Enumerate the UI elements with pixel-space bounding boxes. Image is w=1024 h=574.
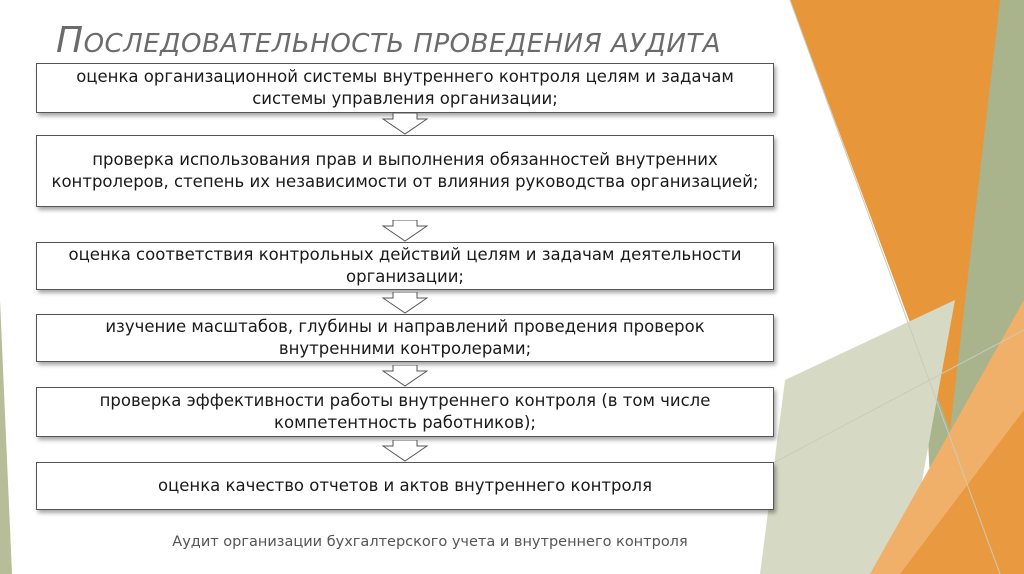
down-arrow-icon [382, 113, 428, 135]
step-3-box: оценка соответствия контрольных действий целям и задачам деятельности организации; [36, 242, 774, 290]
step-1-box: оценка организационной системы внутреннего контроля целям и задачам системы управления организации; [36, 63, 774, 113]
slide-footer: Аудит организации бухгалтерского учета и внутреннего контроля [172, 534, 688, 550]
slide-title [56, 20, 721, 61]
title-first-letter: П [56, 20, 84, 61]
down-arrow-icon [382, 365, 428, 387]
down-arrow-icon [382, 292, 428, 314]
down-arrow-icon [382, 220, 428, 242]
step-5-box: проверка эффективности работы внутреннего контроля (в том числе компетентность работников); [36, 387, 774, 437]
deco-left-strip [0, 300, 12, 574]
down-arrow-icon [382, 440, 428, 462]
title-rest: ОСЛЕДОВАТЕЛЬНОСТЬ ПРОВЕДЕНИЯ АУДИТА [83, 29, 722, 59]
step-4-box: изучение масштабов, глубины и направлений проведения проверок внутренними контролерами; [36, 314, 774, 362]
step-2-box: проверка использования прав и выполнения обязанностей внутренних контролеров, степень их независимости от влияния руководства организацией; [36, 135, 774, 207]
step-6-box: оценка качество отчетов и актов внутреннего контроля [36, 462, 774, 510]
